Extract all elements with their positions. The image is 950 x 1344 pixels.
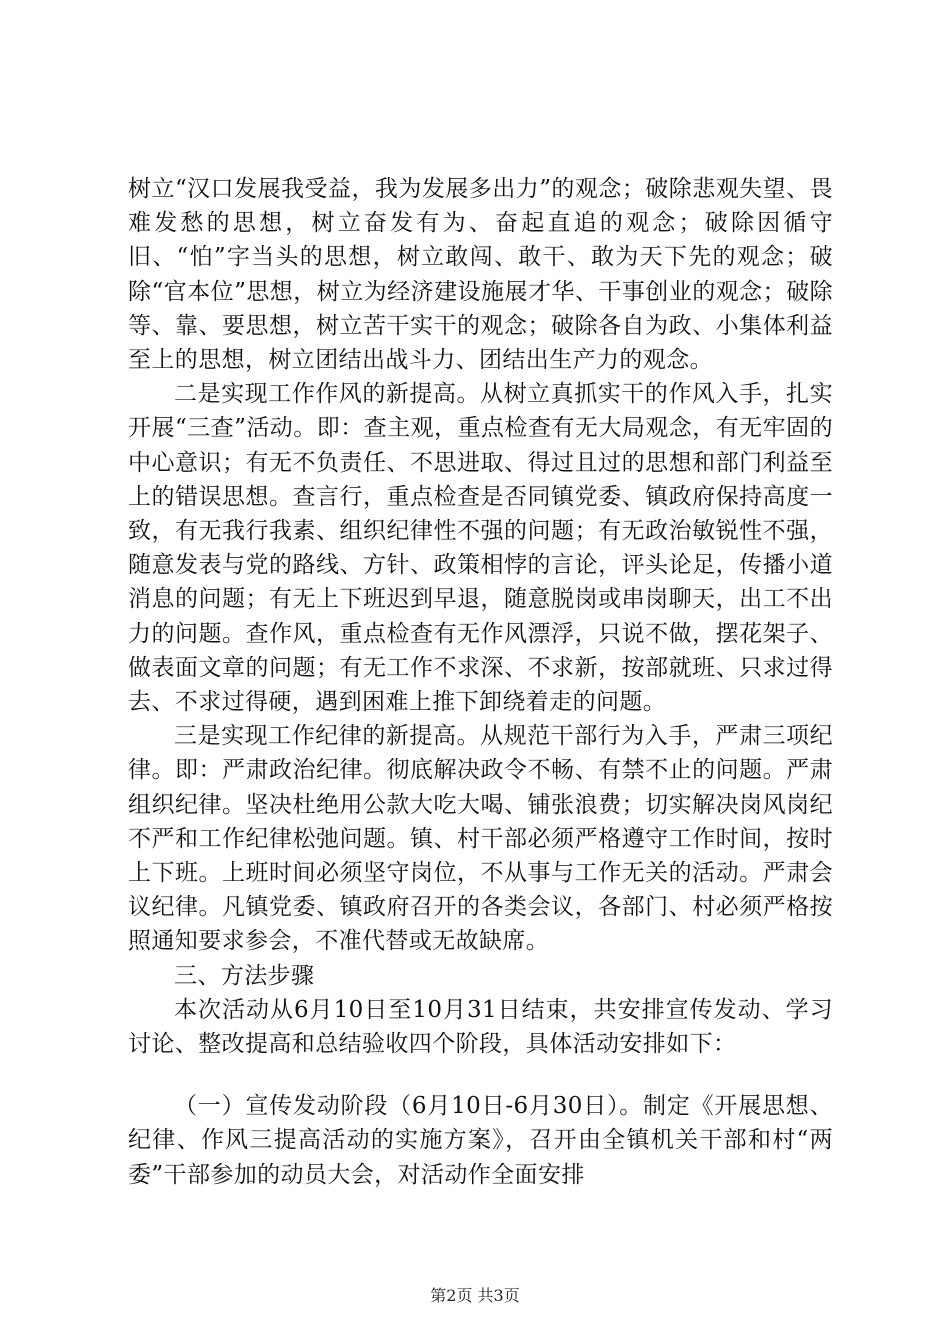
paragraph-work-style: 二是实现工作作风的新提高。从树立真抓实干的作风入手，扎实开展“三查”活动。即：查主观，重点检查有无大局观念，有无牢固的中心意识；有无不负责任、不思进取、得过且过的思想和部门利益至上的错误思想。查言行，重点检查是否同镇党委、镇政府保持高度一致，有无我行我素、组织纪律性不强的问题；有无政治敏锐性不强，随意发表与党的路线、方针、政策相悖的言论，评头论足，传播小道消息的问题；有无上下班迟到早退，随意脱岗或串岗聊天，出工不出力的问题。查作风，重点检查有无作风漂浮，只说不做，摆花架子、做表面文章的问题；有无工作不求深、不求新，按部就班、只求过得去、不求过得硬，遇到困难上推下卸绕着走的问题。 xyxy=(128,381,833,716)
paragraph-phase-one: （一）宣传发动阶段（6月10日-6月30日）。制定《开展思想、纪律、作风三提高活动的实施方案》，召开由全镇机关干部和村“两委”干部参加的动员大会，对活动作全面安排 xyxy=(128,1093,833,1188)
paragraph-work-discipline: 三是实现工作纪律的新提高。从规范干部行为入手，严肃三项纪律。即：严肃政治纪律。彻底解决政令不畅、有禁不止的问题。严肃组织纪律。坚决杜绝用公款大吃大喝、铺张浪费；切实解决岗风岗纪不严和工作纪律松弛问题。镇、村干部必须严格遵守工作时间，按时上下班。上班时间必须坚守岗位，不从事与工作无关的活动。严肃会议纪律。凡镇党委、镇政府召开的各类会议，各部门、村必须严格按照通知要求参会，不准代替或无故缺席。 xyxy=(128,723,833,955)
paragraph-schedule: 本次活动从6月10日至10月31日结束，共安排宣传发动、学习讨论、整改提高和总结验收四个阶段，具体活动安排如下： xyxy=(128,996,833,1058)
section-heading-methods: 三、方法步骤 xyxy=(174,962,315,989)
paragraph-continuation: 树立“汉口发展我受益，我为发展多出力”的观念；破除悲观失望、畏难发愁的思想，树立奋发有为、奋起直追的观念；破除因循守旧、“怕”字当头的思想，树立敢闯、敢干、敢为天下先的观念；破除“官本位”思想，树立为经济建设施展才华、干事创业的观念；破除等、靠、要思想，树立苦干实干的观念；破除各自为政、小集体利益至上的思想，树立团结出战斗力、团结出生产力的观念。 xyxy=(128,176,833,374)
page-number-footer: 第2页 共3页 xyxy=(430,1286,520,1305)
document-body xyxy=(128,172,833,1192)
